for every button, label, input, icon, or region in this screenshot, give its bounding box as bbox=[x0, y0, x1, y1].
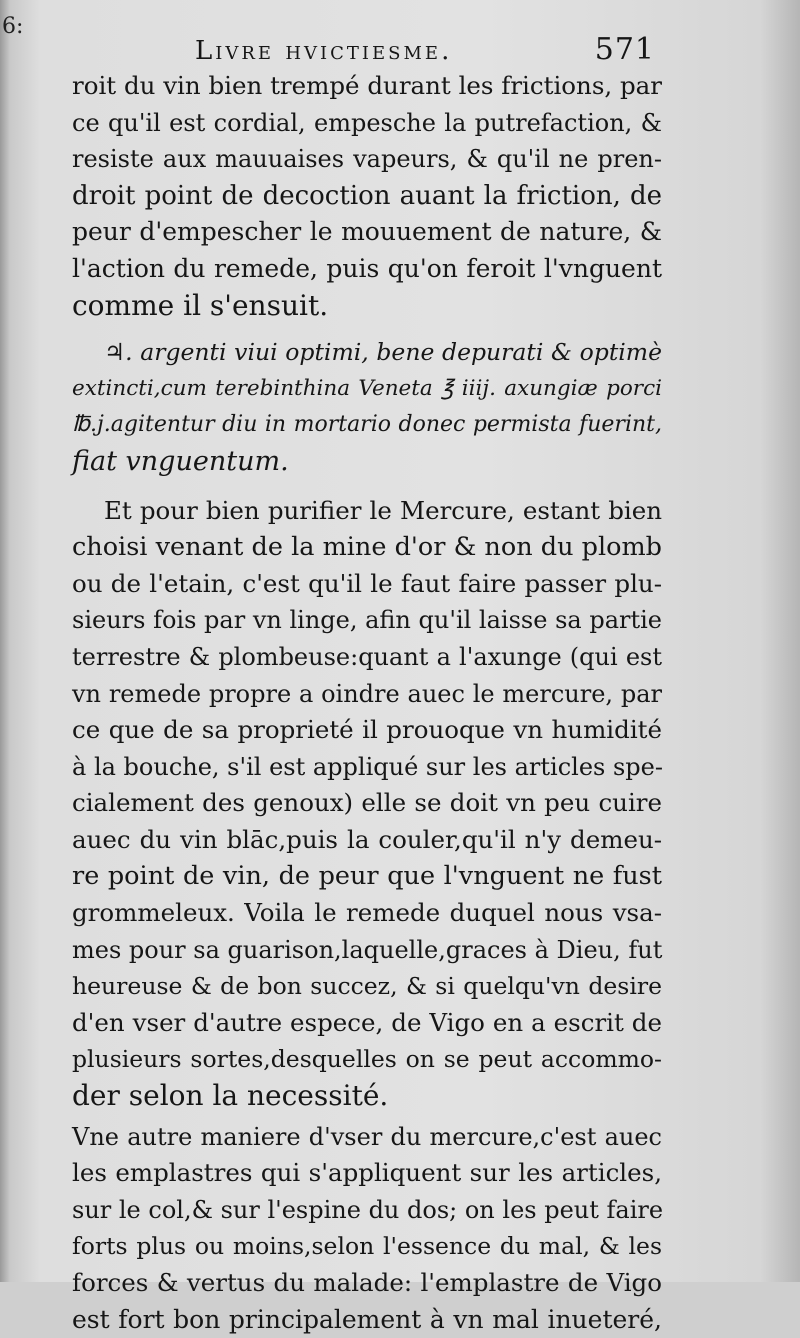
text-line: mes pour sa guarison,laquelle,graces à Dieu, fut bbox=[72, 935, 663, 964]
text-line: cialement des genoux) elle se doit vn peu cuire bbox=[72, 788, 662, 818]
text-line: l'action du remede, puis qu'on feroit l'vnguent bbox=[72, 253, 662, 283]
header-title: Livre hvictiesme. bbox=[195, 36, 453, 66]
text-line: auec du vin blāc,puis la couler,qu'il n'y demeu- bbox=[72, 824, 662, 854]
text-line: droit point de decoction auant la friction, de bbox=[72, 180, 662, 211]
margin-mark: 6: bbox=[2, 14, 24, 39]
text-line: der selon la necessité. bbox=[72, 1079, 389, 1113]
text-line: heureuse & de bon succez, & si quelqu'vn desire bbox=[72, 972, 662, 1001]
text-line: Vne autre maniere d'vser du mercure,c'est auec bbox=[72, 1122, 662, 1151]
text-line: sieurs fois par vn linge, afin qu'il laisse sa partie bbox=[72, 606, 662, 635]
text-line: roit du vin bien trempé durant les frictions, par bbox=[72, 71, 662, 100]
text-line: grommeleux. Voila le remede duquel nous vsa- bbox=[72, 898, 662, 928]
text-line: les emplastres qui s'appliquent sur les articles, bbox=[72, 1158, 662, 1188]
text-line: ce que de sa proprieté il prouoque vn humidité bbox=[72, 715, 662, 745]
text-line: comme il s'ensuit. bbox=[72, 288, 329, 322]
running-header bbox=[195, 30, 655, 70]
recipe-line: ℔.j.agitentur diu in mortario donec permista fuerint, bbox=[72, 412, 662, 438]
recipe-line: extincti,cum terebinthina Veneta ℥ iiij. axungiæ porci bbox=[72, 375, 662, 401]
body-text bbox=[72, 68, 662, 1338]
text-line: à la bouche, s'il est appliqué sur les articles spe- bbox=[72, 752, 663, 781]
text-line: d'en vser d'autre espece, de Vigo en a escrit de bbox=[72, 1007, 662, 1037]
text-line: terrestre & plombeuse:quant a l'axunge (qui est bbox=[72, 642, 662, 671]
text-line: forces & vertus du malade: l'emplastre de Vigo bbox=[72, 1268, 662, 1297]
text-line: est fort bon principalement à vn mal inueteré, bbox=[72, 1304, 662, 1334]
paragraph-2 bbox=[72, 493, 662, 1115]
text-line: resiste aux mauuaises vapeurs, & qu'il ne pren- bbox=[72, 145, 662, 174]
text-line: plusieurs sortes,desquelles on se peut accommo- bbox=[72, 1045, 662, 1074]
page-number: 571 bbox=[594, 32, 655, 67]
recipe-line: fiat vnguentum. bbox=[72, 445, 289, 477]
paragraph-3 bbox=[72, 1119, 662, 1338]
paragraph-1 bbox=[72, 68, 662, 324]
text-line: re point de vin, de peur que l'vnguent ne fust bbox=[72, 861, 662, 892]
latin-recipe bbox=[72, 334, 662, 480]
text-line: Et pour bien purifier le Mercure, estant bien bbox=[104, 495, 662, 525]
text-line: ce qu'il est cordial, empesche la putrefaction, & bbox=[72, 108, 662, 137]
recipe-line: ♃. argenti viui optimi, bene depurati & optimè bbox=[104, 338, 662, 367]
text-line: sur le col,& sur l'espine du dos; on les peut faire bbox=[72, 1195, 664, 1224]
text-line: vn remede propre a oindre auec le mercure, par bbox=[72, 679, 662, 708]
text-line: forts plus ou moins,selon l'essence du mal, & les bbox=[72, 1232, 662, 1261]
text-line: peur d'empescher le mouuement de nature, & bbox=[72, 217, 662, 247]
text-line: ou de l'etain, c'est qu'il le faut faire passer plu- bbox=[72, 568, 662, 598]
text-line: choisi venant de la mine d'or & non du plomb bbox=[72, 532, 662, 563]
